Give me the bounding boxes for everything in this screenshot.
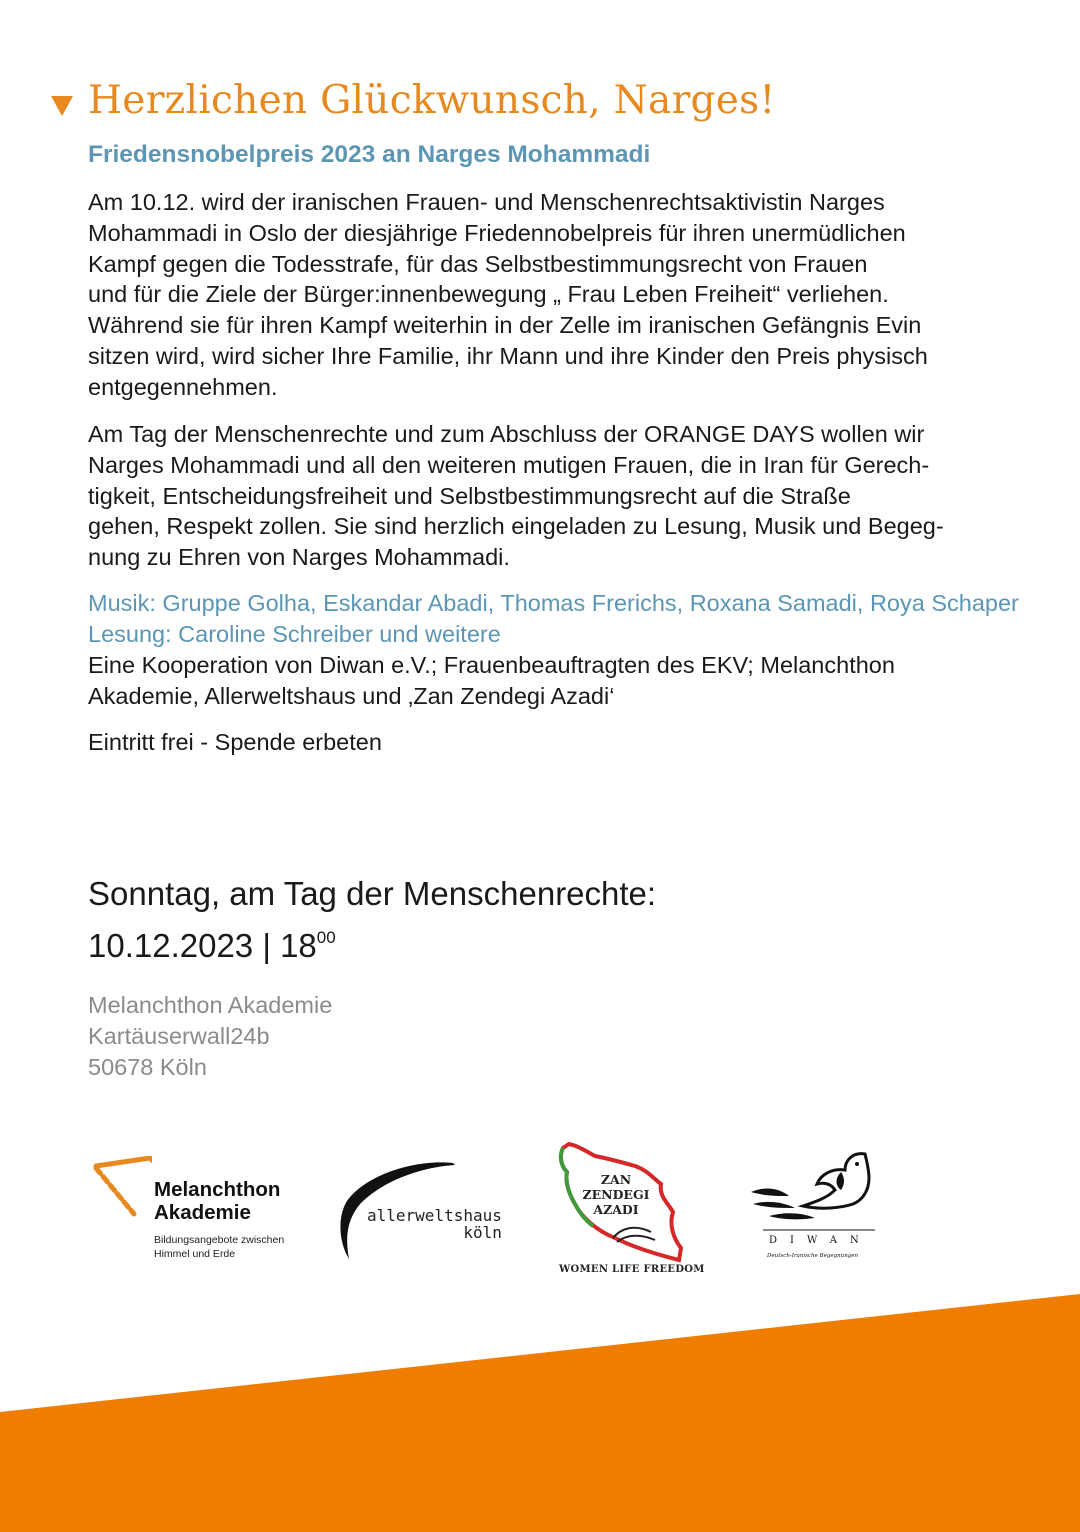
page-title: Herzlichen Glückwunsch, Narges! [88, 78, 776, 123]
zan-name-line: ZENDEGI [582, 1187, 650, 1202]
allerweltshaus-city-line: köln [463, 1223, 502, 1242]
allerweltshaus-name [367, 1207, 502, 1241]
text-line: Kampf gegen die Todesstrafe, für das Selbstbestimmungsrecht von Frauen [88, 250, 868, 277]
intro-paragraph [88, 187, 988, 403]
diwan-logo [745, 1150, 880, 1270]
text-line: Am 10.12. wird der iranischen Frauen- und Menschenrechtsaktivistin Narges [88, 189, 885, 215]
zan-zendegi-azadi-name [555, 1172, 677, 1217]
venue-name: Melanchthon Akademie [88, 992, 333, 1018]
melanchthon-tagline-line: Bildungsangebote zwischen [154, 1234, 285, 1246]
allerweltshaus-name-line: allerweltshaus [367, 1206, 502, 1225]
event-day-line: Sonntag, am Tag der Menschenrechte: [88, 875, 657, 912]
text-line: Narges Mohammadi und all den weiteren mutigen Frauen, die in Iran für Gerech- [88, 451, 930, 478]
reading-line: Lesung: Caroline Schreiber und weitere [88, 621, 501, 647]
page-subtitle: Friedensnobelpreis 2023 an Narges Mohammadi [88, 141, 651, 168]
cooperation-paragraph [88, 650, 988, 712]
text-line: Mohammadi in Oslo der diesjährige Friedennobelpreis für ihren unermüdlichen [88, 219, 906, 246]
melanchthon-name-line: Melanchthon [154, 1178, 281, 1201]
text-line: Eine Kooperation von Diwan e.V.; Frauenbeauftragten des EKV; Melanchthon [88, 652, 895, 678]
venue-address [88, 990, 332, 1083]
triangle-down-icon [48, 90, 78, 120]
diwan-tagline: Deutsch-Iranische Begegnungen [767, 1253, 859, 1259]
melanchthon-mark-icon [92, 1156, 152, 1221]
text-line: sitzen wird, wird sicher Ihre Familie, ihr Mann und ihre Kinder den Preis physisch [88, 342, 928, 369]
melanchthon-name [154, 1178, 280, 1224]
title-row [48, 78, 775, 123]
diwan-name: DIWAN [769, 1235, 872, 1246]
text-line: gehen, Respekt zollen. Sie sind herzlich eingeladen zu Lesung, Musik und Begeg- [88, 513, 944, 540]
text-line: Am Tag der Menschenrechte und zum Abschluss der ORANGE DAYS wollen wir [88, 421, 925, 447]
zan-zendegi-azadi-logo [555, 1142, 705, 1282]
event-date: 10.12.2023 | 18 [88, 927, 317, 964]
venue-street: Kartäuserwall24b [88, 1023, 270, 1049]
text-line: Akademie, Allerweltshaus und ‚Zan Zendegi Azadi‘ [88, 682, 615, 709]
text-line: entgegennehmen. [88, 373, 278, 400]
zan-slogan: WOMEN LIFE FREEDOM [559, 1264, 705, 1275]
text-line: und für die Ziele der Bürger:innenbewegung „ Frau Leben Freiheit“ verliehen. [88, 281, 889, 308]
melanchthon-name-line: Akademie [154, 1201, 251, 1224]
event-date-block [88, 872, 656, 968]
invitation-paragraph [88, 419, 988, 573]
venue-city: 50678 Köln [88, 1054, 207, 1080]
event-minutes: 00 [316, 928, 336, 947]
event-date-line [88, 916, 656, 968]
bird-icon [745, 1150, 880, 1235]
text-line: tigkeit, Entscheidungsfreiheit und Selbstbestimmungsrecht auf die Straße [88, 482, 851, 509]
admission-note [88, 727, 988, 758]
allerweltshaus-logo [335, 1155, 515, 1265]
melanchthon-tagline [154, 1233, 284, 1261]
orange-footer-band [0, 1290, 1080, 1532]
text-line: nung zu Ehren von Narges Mohammadi. [88, 544, 510, 571]
melanchthon-logo [92, 1156, 322, 1266]
music-line: Musik: Gruppe Golha, Eskandar Abadi, Thomas Frerichs, Roxana Samadi, Roya Schaper [88, 590, 1019, 616]
program-info [88, 588, 1019, 650]
zan-name-line: AZADI [593, 1202, 639, 1217]
text-line: Während sie für ihren Kampf weiterhin in der Zelle im iranischen Gefängnis Evin [88, 312, 922, 339]
zan-name-line: ZAN [600, 1172, 632, 1187]
admission-text: Eintritt frei - Spende erbeten [88, 729, 382, 755]
melanchthon-tagline-line: Himmel und Erde [154, 1248, 236, 1260]
